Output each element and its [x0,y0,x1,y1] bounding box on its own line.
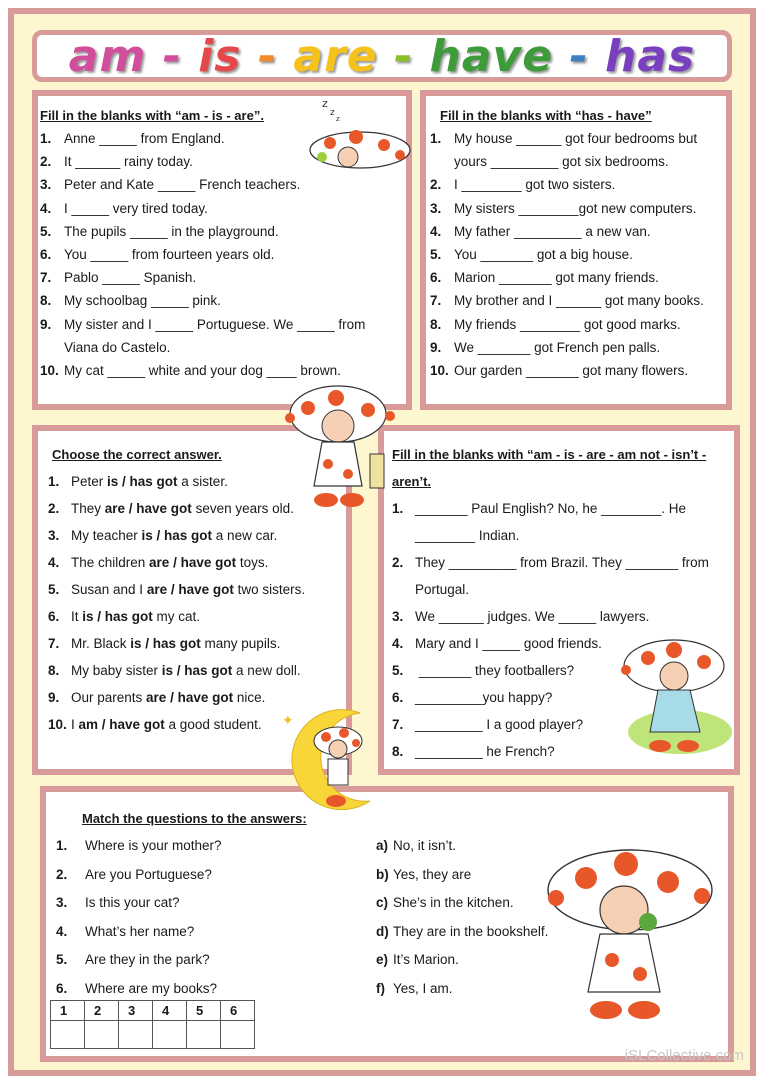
exercise-1-item [40,154,193,169]
exercise-1-item [40,224,279,239]
item-text: two sisters. [233,582,306,597]
exercise-2-item [430,201,696,216]
item-number: 2. [56,866,68,882]
answer-choice[interactable]: are / have got [146,690,234,705]
item-number: 7. [48,636,60,651]
item-text: No, it isn’t. [393,838,457,853]
match-answer-item [376,867,471,882]
item-text: My sister and I _____ Portuguese. We _____ from [64,316,366,332]
title-part: are [293,30,378,82]
item-text: Susan and I [71,582,147,597]
item-text: My teacher [71,528,142,543]
item-text: They [71,501,105,516]
item-number: 3. [56,895,68,911]
exercise-4-item [392,582,469,597]
exercise-2-item [430,154,669,169]
item-number: 6. [48,609,60,624]
item-number: 6. [56,981,68,996]
answer-choice[interactable]: is / has got [82,609,153,624]
item-text: my cat. [152,609,201,624]
title-part: is [198,30,242,82]
item-number: 6. [430,270,442,286]
item-text: They are in the bookshelf. [393,923,549,939]
title-part: am [68,30,147,82]
match-question-item [56,895,180,910]
answer-choice[interactable]: is / has got [161,663,233,678]
item-text: I ________ got two sisters. [454,177,616,193]
exercise-2-item [430,224,651,239]
svg-text:z: z [336,115,340,123]
exercise-3-item [48,690,265,705]
exercise-2-item [430,247,633,262]
exercise-4-item [392,528,519,543]
answer-cell-1[interactable] [51,1021,85,1049]
item-text: My brother and I ______ got many books. [454,293,704,309]
item-text: Our garden _______ got many flowers. [454,363,689,378]
item-text: I [71,717,79,732]
item-number: 10. [40,363,59,378]
item-number: b) [376,866,389,882]
item-number: e) [376,952,389,968]
exercise-4-item [392,501,686,516]
item-text: Peter [71,474,108,489]
match-question-item [56,924,194,939]
item-number: 10. [48,717,67,732]
item-number: 6. [40,247,52,262]
item-number: 3. [430,200,442,216]
exercise-1-item [40,317,365,332]
exercise-3-item [48,636,280,651]
match-answer-item [376,895,514,910]
exercise-2-item [430,317,681,332]
item-number: 1. [430,131,442,146]
item-number: 4. [48,555,60,570]
item-number: 8. [392,744,404,759]
exercise-2-item [430,293,704,308]
item-number: 5. [56,952,68,968]
item-number: 9. [430,339,442,355]
item-number: 9. [48,690,60,705]
title-part: - [241,30,294,82]
item-text: Marion _______ got many friends. [454,270,659,286]
item-text: We _______ got French pen palls. [454,339,661,355]
answer-choice[interactable]: are / have got [146,582,234,597]
item-number: 3. [392,609,404,624]
item-text: My baby sister [71,663,162,678]
item-number: 7. [430,293,442,309]
exercise-1-item [40,177,300,192]
match-question-item [56,867,212,882]
item-text: My cat _____ white and your dog ____ brown. [64,363,341,378]
item-number: c) [376,895,389,911]
exercise-2-item [430,177,615,192]
exercise-1-heading: Fill in the blanks with “am - is - are”. [40,108,264,123]
item-number: 7. [40,270,52,286]
item-number: 2. [40,154,52,170]
item-number: 6. [392,690,404,705]
match-answer-item [376,981,453,996]
match-answer-item [376,952,459,967]
page-title [69,31,695,82]
svg-text:z: z [322,97,328,110]
exercise-2-item [430,340,660,355]
item-text: They _________ from Brazil. They _______ from [415,555,709,570]
item-text: Mr. Black [71,636,131,651]
item-text: _________ he French? [415,744,555,759]
title-part: - [553,30,605,82]
item-text: The pupils _____ in the playground. [64,223,279,239]
answer-cell-4[interactable] [153,1021,187,1049]
exercise-4-item [392,717,583,732]
exercise-2-heading: Fill in the blanks with “has - have” [440,108,652,123]
item-text: yours _________ got six bedrooms. [454,154,669,170]
laughing-mascot-illustration [540,842,722,1024]
sleeping-mascot-illustration [300,95,430,175]
item-number: 10. [430,363,449,378]
item-text: You _____ from fourteen years old. [64,247,275,262]
item-text: My friends ________ got good marks. [454,316,681,332]
item-text: Are they in the park? [85,952,210,968]
exercise-4-item [392,609,649,624]
svg-text:✦: ✦ [282,713,294,729]
item-number: 3. [40,177,52,193]
exercise-2-item [430,131,697,146]
item-text: _______ they footballers? [415,663,575,678]
answer-cell-2[interactable] [85,1021,119,1049]
exercise-3-item [48,609,200,624]
exercise-1-item [40,293,221,308]
match-question-item [56,952,210,967]
exercise-3-item [48,555,268,570]
item-text: a sister. [177,474,228,489]
item-text: What’s her name? [85,923,195,939]
exercise-3-item [48,501,294,516]
drinking-mascot-illustration [612,632,738,762]
exercise-4-item [392,744,555,759]
grid-header-cell: 5 [187,1001,221,1021]
exercise-4-heading-line2: aren’t. [392,474,432,489]
item-number: 4. [56,923,68,939]
item-text: Yes, I am. [393,981,453,996]
item-text: toys. [236,555,269,570]
item-text: My sisters ________got new computers. [454,200,697,216]
item-text: It’s Marion. [393,952,459,968]
item-text: a good student. [164,717,262,732]
match-answer-grid [50,1000,255,1049]
item-number: 4. [392,636,404,651]
item-number: d) [376,923,389,939]
exercise-3-item [48,663,301,678]
exercise-4-item [392,663,574,678]
match-answer-item [376,838,456,853]
item-number: 4. [40,200,52,216]
item-number: 8. [48,663,60,678]
title-banner [32,30,732,82]
exercise-3-item [48,582,305,597]
watermark: iSLCollective.com [624,1047,744,1064]
answer-choice[interactable]: am / have got [78,717,165,732]
item-text: Peter and Kate _____ French teachers. [64,177,301,193]
item-text: My schoolbag _____ pink. [64,293,221,309]
item-number: 1. [392,501,404,516]
grid-header-cell: 4 [153,1001,187,1021]
answer-choice[interactable]: is / has got [141,528,213,543]
item-text: nice. [233,690,266,705]
exercise-1-item [40,340,170,355]
item-number: 5. [392,663,404,678]
exercise-2-item [430,270,659,285]
exercise-1-item [40,247,274,262]
item-text: a new doll. [232,663,301,678]
exercise-2-item [430,363,688,378]
item-text: It [71,609,83,624]
item-number: 1. [40,131,52,146]
grid-header-cell: 3 [119,1001,153,1021]
item-text: Mary and I _____ good friends. [415,636,602,651]
answer-choice[interactable]: are / have got [149,555,237,570]
item-text: a new car. [212,528,278,543]
item-number: 2. [430,177,442,193]
item-number: 9. [40,316,52,332]
item-text: Anne _____ from England. [64,131,225,146]
answer-choice[interactable]: is / has got [107,474,178,489]
item-text: Where are my books? [85,981,218,996]
item-number: 5. [40,223,52,239]
item-number: 7. [392,717,404,732]
exercise-3-heading: Choose the correct answer. [52,447,222,462]
match-question-item [56,981,217,996]
answer-cell-5[interactable] [187,1021,221,1049]
item-text: Is this your cat? [85,895,180,911]
item-text: Yes, they are [393,866,472,882]
exercise-1-item [40,270,196,285]
item-number: 1. [56,838,68,853]
item-text: _________you happy? [415,690,553,705]
item-number: a) [376,838,389,853]
title-part: have [429,30,554,82]
item-text: The children [71,555,150,570]
exercise-3-item [48,474,228,489]
item-number: 2. [392,555,404,570]
item-number: f) [376,981,385,996]
moon-mascot-illustration [270,705,390,815]
title-part: - [146,30,199,82]
item-number: 5. [48,582,60,597]
item-number: 8. [430,316,442,332]
item-text: My father _________ a new van. [454,223,651,239]
match-answer-item [376,924,548,939]
item-text: ________ Indian. [415,528,520,543]
exercise-4-item [392,636,602,651]
item-text: _________ I a good player? [415,717,584,732]
grid-header-cell: 2 [85,1001,119,1021]
item-number: 3. [48,528,60,543]
item-text: Viana do Castelo. [64,339,171,355]
item-text: She’s in the kitchen. [393,895,514,911]
answer-cell-3[interactable] [119,1021,153,1049]
item-text: many pupils. [200,636,281,651]
item-text: I _____ very tired today. [64,200,208,216]
exercise-1-item [40,131,225,146]
item-text: My house ______ got four bedrooms but [454,131,698,146]
item-number: 5. [430,247,442,262]
exercise-3-item [48,717,262,732]
standing-mascot-illustration [278,382,408,514]
exercise-1-item [40,363,341,378]
answer-cell-6[interactable] [221,1021,255,1049]
title-part: has [605,30,696,82]
grid-header-cell: 6 [221,1001,255,1021]
item-text: Pablo _____ Spanish. [64,270,197,286]
title-part: - [377,30,430,82]
exercise-1-item [40,201,208,216]
item-text: Are you Portuguese? [85,866,212,882]
answer-choice[interactable]: are / have got [104,501,192,516]
item-text: Portugal. [415,582,470,597]
match-question-item [56,838,222,853]
item-text: Our parents [71,690,147,705]
item-text: _______ Paul English? No, he ________. He [415,501,686,516]
exercise-5-heading: Match the questions to the answers: [82,811,307,826]
item-number: 2. [48,501,60,516]
exercise-4-item [392,690,552,705]
item-text: We ______ judges. We _____ lawyers. [415,609,650,624]
exercise-4-heading-line1: Fill in the blanks with “am - is - are - am not - isn’t - [392,447,707,462]
grid-header-cell: 1 [51,1001,85,1021]
exercise-3-item [48,528,277,543]
item-number: 1. [48,474,60,489]
item-text: seven years old. [191,501,294,516]
exercise-4-item [392,555,709,570]
item-text: Where is your mother? [85,838,222,853]
item-text: It ______ rainy today. [64,154,193,170]
item-text: You _______ got a big house. [454,247,633,262]
item-number: 4. [430,223,442,239]
answer-choice[interactable]: is / has got [130,636,201,651]
item-number: 8. [40,293,52,309]
svg-text:z: z [330,108,335,118]
